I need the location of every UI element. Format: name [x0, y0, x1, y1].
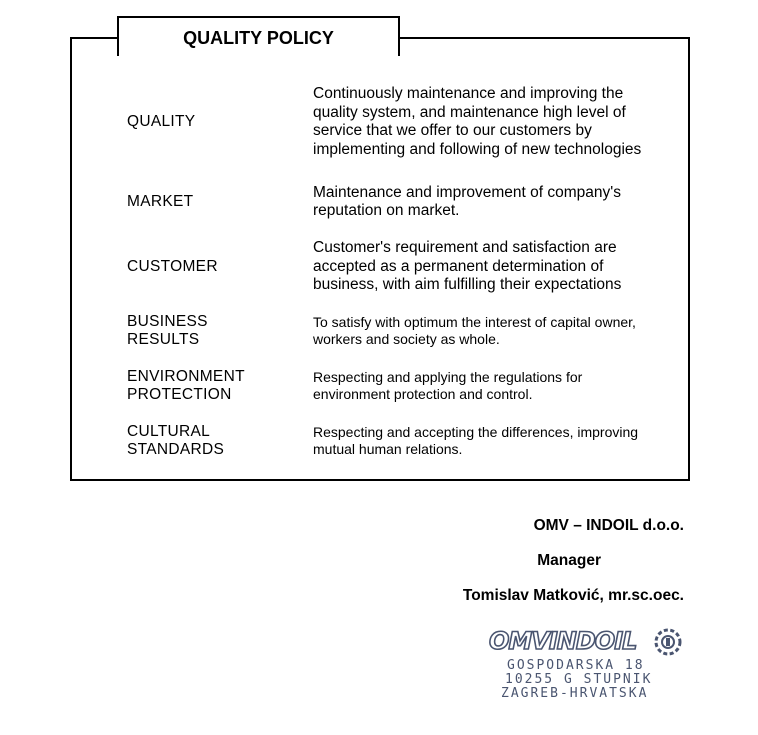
row-label: MARKET: [127, 192, 194, 210]
policy-row-quality: [127, 79, 687, 165]
manager-name: Tomislav Matković, mr.sc.oec.: [462, 587, 684, 604]
row-label: ENVIRONMENT PROTECTION: [127, 367, 245, 403]
policy-row-environment: [127, 367, 687, 405]
policy-title: QUALITY POLICY: [117, 16, 400, 56]
policy-row-market: [127, 182, 687, 222]
row-label: CULTURAL STANDARDS: [127, 422, 225, 458]
company-stamp: [485, 624, 695, 706]
row-text: Respecting and applying the regulations for environment protection and control.: [313, 369, 583, 402]
policy-rows: [127, 79, 687, 477]
stamp-address-country: ZAGREB-HRVATSKA: [501, 686, 649, 701]
row-text: Maintenance and improvement of company's reputation on market.: [313, 183, 621, 219]
gear-icon: [656, 630, 680, 654]
row-label: BUSINESS RESULTS: [127, 312, 208, 348]
row-label: CUSTOMER: [127, 257, 218, 275]
stamp-logo-text: OMVINDOIL: [489, 627, 637, 655]
row-text: To satisfy with optimum the interest of capital owner, workers and society as whole.: [313, 314, 636, 347]
row-text: Customer's requirement and satisfaction are accepted as a permanent determination of business, with aim fulfilling their expectations: [313, 239, 622, 294]
company-name: OMV – INDOIL d.o.o.: [533, 517, 684, 534]
policy-box: [70, 37, 690, 481]
stamp-logo-icon: [485, 624, 695, 658]
row-text: Continuously maintenance and improving the quality system, and maintenance high level of service that we offer to our customers by implementing and following of new technologies: [313, 85, 642, 158]
stamp-address-city: 10255 G STUPNIK: [505, 672, 653, 687]
policy-row-business-results: [127, 312, 687, 350]
policy-row-customer: [127, 239, 687, 295]
manager-role: Manager: [537, 552, 601, 569]
row-label: QUALITY: [127, 112, 196, 130]
stamp-address-street: GOSPODARSKA 18: [507, 658, 645, 673]
policy-row-cultural: [127, 422, 687, 460]
row-text: Respecting and accepting the differences, improving mutual human relations.: [313, 424, 639, 457]
